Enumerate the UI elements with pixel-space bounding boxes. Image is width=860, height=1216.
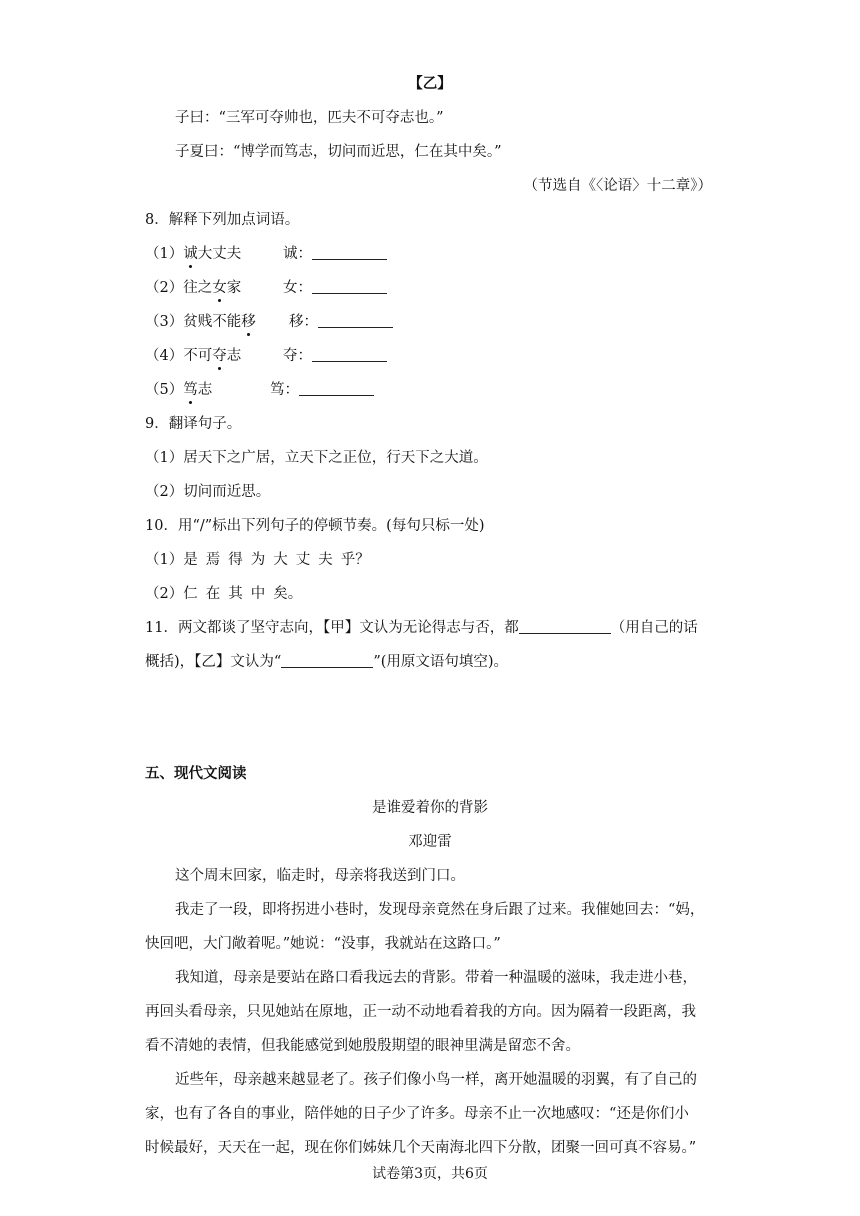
paragraph-line: 再回头看母亲，只见她站在原地，正一动不动地看着我的方向。因为隔着一段距离，我 [145,1004,696,1020]
q8-item-3 [145,310,256,331]
answer-blank[interactable] [299,381,374,396]
sentence-char: 乎？ [340,552,370,568]
answer-blank[interactable] [312,347,387,362]
q8-item-pre: 不可 [183,348,213,364]
q10-item-num: （2） [145,586,184,602]
paragraph-line: 时候最好，天天在一起，现在你们姊妹几个天南海北四下分散，团聚一回可真不容易。” [145,1140,697,1156]
sentence-char: 在 [205,586,221,602]
q8-answer-label: 诚： [283,246,312,262]
sentence-char: 为 [250,552,266,568]
sentence-char: 焉 [205,552,221,568]
yi-source: （节选自《〈论语〉十二章》） [523,178,712,194]
q10-item-1 [145,548,378,569]
sentence-char: 矣。 [273,586,303,602]
q8-answer-label: 笃： [270,382,299,398]
q8-item-num: （2） [145,280,184,296]
paragraph-line: 近些年，母亲越来越显老了。孩子们像小鸟一样，离开她温暖的羽翼，有了自己的 [175,1072,697,1088]
q10-item-2 [145,582,310,603]
q8-item-num: （3） [145,314,184,330]
q10-title: 10．用“/”标出下列句子的停顿节奏。(每句只标一处) [145,518,485,534]
dotted-word: 笃 [183,378,198,399]
q8-item-4 [145,344,241,365]
sentence-char: 中 [250,586,266,602]
answer-blank[interactable] [312,245,387,260]
q11-line-1 [145,616,698,637]
page-footer: 试卷第3页，共6页 [372,1166,488,1182]
answer-blank[interactable] [312,279,387,294]
paragraph-line: 快回吧，大门敞着呢。”她说：“没事，我就站在这路口。” [145,936,501,952]
answer-blank[interactable] [318,313,393,328]
q8-answer-4 [283,344,387,365]
q8-item-5 [145,378,212,399]
yi-line-2: 子夏曰：“博学而笃志，切问而近思，仁在其中矣。” [175,144,502,160]
dotted-word: 移 [241,310,256,331]
sentence-char: 大 [273,552,288,568]
q8-item-pre: 贫贱不能 [183,314,242,330]
q8-item-2 [145,276,241,297]
sentence-char: 得 [228,552,243,568]
sentence-char: 其 [228,586,243,602]
q8-answer-2 [283,276,387,297]
q8-answer-label: 夺： [283,348,312,364]
paragraph-line: 看不清她的表情，但我能感觉到她殷殷期望的眼神里满是留恋不舍。 [145,1038,580,1054]
sentence-char: 丈 [295,552,311,568]
q9-item-2: （2）切问而近思。 [145,484,271,500]
section-heading: 五、现代文阅读 [145,766,247,782]
q8-item-post: 志 [197,382,213,398]
q8-item-pre: 往之 [183,280,213,296]
q11-line-2 [145,650,508,671]
q8-answer-3 [289,310,393,331]
sentence-char: 是 [183,552,198,568]
q8-item-post: 家 [226,280,242,296]
q9-item-1: （1）居天下之广居，立天下之正位，行天下之大道。 [145,450,488,466]
article-title: 是谁爱着你的背影 [372,800,488,816]
q8-answer-5 [270,378,374,399]
q8-item-1 [145,242,241,263]
answer-blank[interactable] [519,619,611,634]
q9-title: 9．翻译句子。 [145,416,242,432]
sentence-char: 仁 [183,586,198,602]
q11-text: ”(用原文语句填空)。 [373,654,509,670]
q8-title: 8．解释下列加点词语。 [145,212,300,228]
article-author: 邓迎雷 [408,834,452,850]
yi-line-1: 子曰：“三军可夺帅也，匹夫不可夺志也。” [175,110,444,126]
q11-text: 概括)，【乙】文认为“ [145,654,282,670]
q10-item-num: （1） [145,552,184,568]
q8-item-num: （4） [145,348,184,364]
paragraph-line: 我走了一段，即将拐进小巷时，发现母亲竟然在身后跟了过来。我催她回去：“妈， [175,902,705,918]
q11-text: 11．两文都谈了坚守志向，【甲】文认为无论得志与否，都 [145,620,519,636]
yi-heading: 【乙】 [408,76,452,92]
dotted-word: 诚 [183,242,198,263]
paragraph-line: 我知道，母亲是要站在路口看我远去的背影。带着一种温暖的滋味，我走进小巷， [175,970,697,986]
sentence-char: 夫 [318,552,333,568]
paragraph-line: 家，也有了各自的事业，陪伴她的日子少了许多。母亲不止一次地感叹：“还是你们小 [145,1106,689,1122]
q8-item-num: （5） [145,382,184,398]
q8-answer-1 [283,242,387,263]
paragraph-line: 这个周末回家，临走时，母亲将我送到门口。 [175,868,465,884]
dotted-word: 女 [212,276,227,297]
dotted-word: 夺 [212,344,227,365]
q8-answer-label: 移： [289,314,318,330]
answer-blank[interactable] [281,653,373,668]
q8-item-post: 大丈夫 [197,246,242,262]
q8-item-post: 志 [226,348,242,364]
q8-item-num: （1） [145,246,184,262]
q8-answer-label: 女： [283,280,312,296]
q11-text: （用自己的话 [610,620,698,636]
